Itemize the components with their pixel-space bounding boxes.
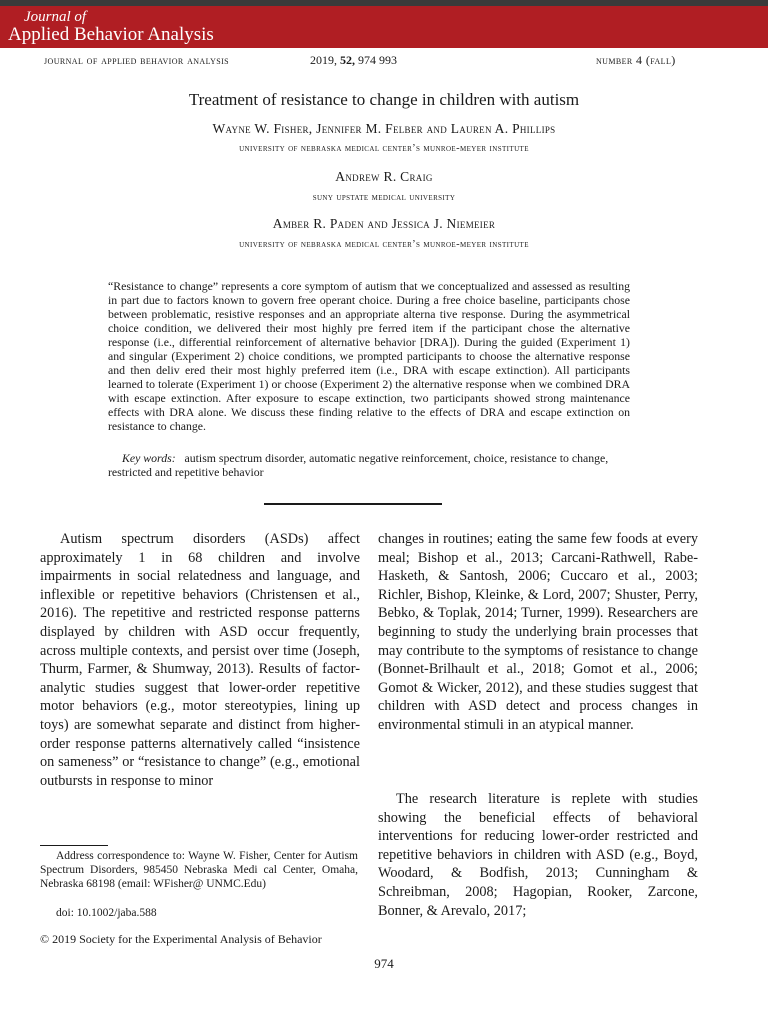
keywords bbox=[108, 451, 630, 479]
authors-group-3: Amber R. Paden and Jessica J. Niemeier bbox=[272, 216, 496, 231]
copyright-notice: © 2019 Society for the Experimental Analysis of Behavior bbox=[40, 932, 322, 946]
authors-group-1: Wayne W. Fisher, Jennifer M. Felber and Lauren A. Phillips bbox=[212, 121, 556, 136]
article-title: Treatment of resistance to change in children with autism bbox=[188, 90, 580, 109]
doi: doi: 10.1002/jaba.588 bbox=[56, 907, 157, 919]
running-head-pages: 974 993 bbox=[358, 53, 397, 67]
affiliation-1: university of nebraska medical center’s munroe-meyer institute bbox=[239, 143, 529, 154]
journal-logo-line2: Applied Behavior Analysis bbox=[8, 24, 214, 45]
keywords-text: autism spectrum disorder, automatic negative reinforcement, choice, resistance to change, restricted and repetitive behavior bbox=[108, 451, 609, 479]
body-column-1: Autism spectrum disorders (ASDs) affect approximately 1 in 68 children and involve impairments in social relatedness and language, and inflexible or repetitive behaviors (Christensen et al., 2016). The repetitive and restricted response patterns displayed by children with ASD occur frequently, across multiple contexts, and persist over time (Joseph, Thurm, Farmer, & Shumway, 2013). Results of factor-analytic studies suggest that lower-order repetitive motor behaviors (e.g., motor stereotypies, lining up toys) are somewhat separate and distinct from higher-order response patterns alternatively called “insistence on sameness” or “resistance to change” (e.g., emotional outbursts in response to minor bbox=[40, 531, 360, 789]
authors-group-2: Andrew R. Craig bbox=[335, 169, 433, 184]
page-number: 974 bbox=[374, 956, 394, 971]
running-head-year: 2019, bbox=[310, 53, 337, 67]
running-head-issue: number 4 (fall) bbox=[596, 53, 676, 67]
abstract: “Resistance to change” represents a core symptom of autism that we conceptualized and assessed as resulting in part due to factors known to govern free operant choice. During a free choice baseline, participants chose between problematic, resistive responses and an appropriate alterna tive response. During the asymmetrical choice condition, we delivered their most highly pre ferred item if the participant chose the alternative response (i.e., differential reinforcement of alternative behavior [DRA]). During the guided (Experiment 1) and singular (Experiment 2) choice conditions, we prompted participants to choose the alternative response and then deliv ered their most highly preferred item (i.e., DRA with escape extinction). All participants learned to tolerate (Experiment 1) or choose (Experiment 2) the alternative response when we combined DRA with escape extinction. After exposure to escape extinction, two participants showed strong maintenance effects with DRA alone. We discuss these finding relative to the effects of DRA and escape extinction on resistance to change. bbox=[108, 279, 630, 433]
running-head-volume: 52, bbox=[340, 53, 355, 67]
keywords-label: Key words: bbox=[122, 451, 176, 465]
correspondence-footnote: Address correspondence to: Wayne W. Fisher, Center for Autism Spectrum Disorders, 985450 Nebraska Medi cal Center, Omaha, Nebraska 68198 (email: WFisher@ UNMC.Edu) bbox=[40, 850, 358, 891]
affiliation-3: university of nebraska medical center’s munroe-meyer institute bbox=[239, 239, 529, 250]
running-head-journal: journal of applied behavior analysis bbox=[44, 53, 230, 67]
running-head-citation bbox=[310, 53, 397, 67]
affiliation-2: suny upstate medical university bbox=[312, 192, 456, 203]
section-divider bbox=[264, 503, 442, 505]
journal-banner bbox=[0, 6, 768, 48]
body-column-2-paragraph-2: The research literature is replete with studies showing the beneficial effects of behavioral interventions for reducing lower-order restricted and repetitive behaviors in children with ASD (e.g., Boyd, Woodard, & Bodfish, 2013; Cunningham & Schreibman, 2008; Hagopian, Rooker, Zarcone, Bonner, & Arevalo, 2017; bbox=[378, 791, 698, 919]
body-column-2-paragraph-1: changes in routines; eating the same few foods at every meal; Bishop et al., 2013; Carcani-Rathwell, Rabe-Hasketh, & Santosh, 2006; Cuccaro et al., 2003; Richler, Bishop, Kleinke, & Lord, 2007; Shuster, Perry, Bebko, & Toplak, 2014; Turner, 1999). Researchers are beginning to study the underlying brain processes that may contribute to the symptoms of resistance to change (Bonnet-Brilhault et al., 2018; Gomot et al., 2006; Gomot & Wicker, 2012), and these studies suggest that children with ASD detect and process changes in environmental stimuli in an atypical manner. bbox=[378, 531, 698, 733]
journal-logo-line1: Journal of bbox=[24, 9, 87, 25]
footnote-divider bbox=[40, 845, 108, 846]
